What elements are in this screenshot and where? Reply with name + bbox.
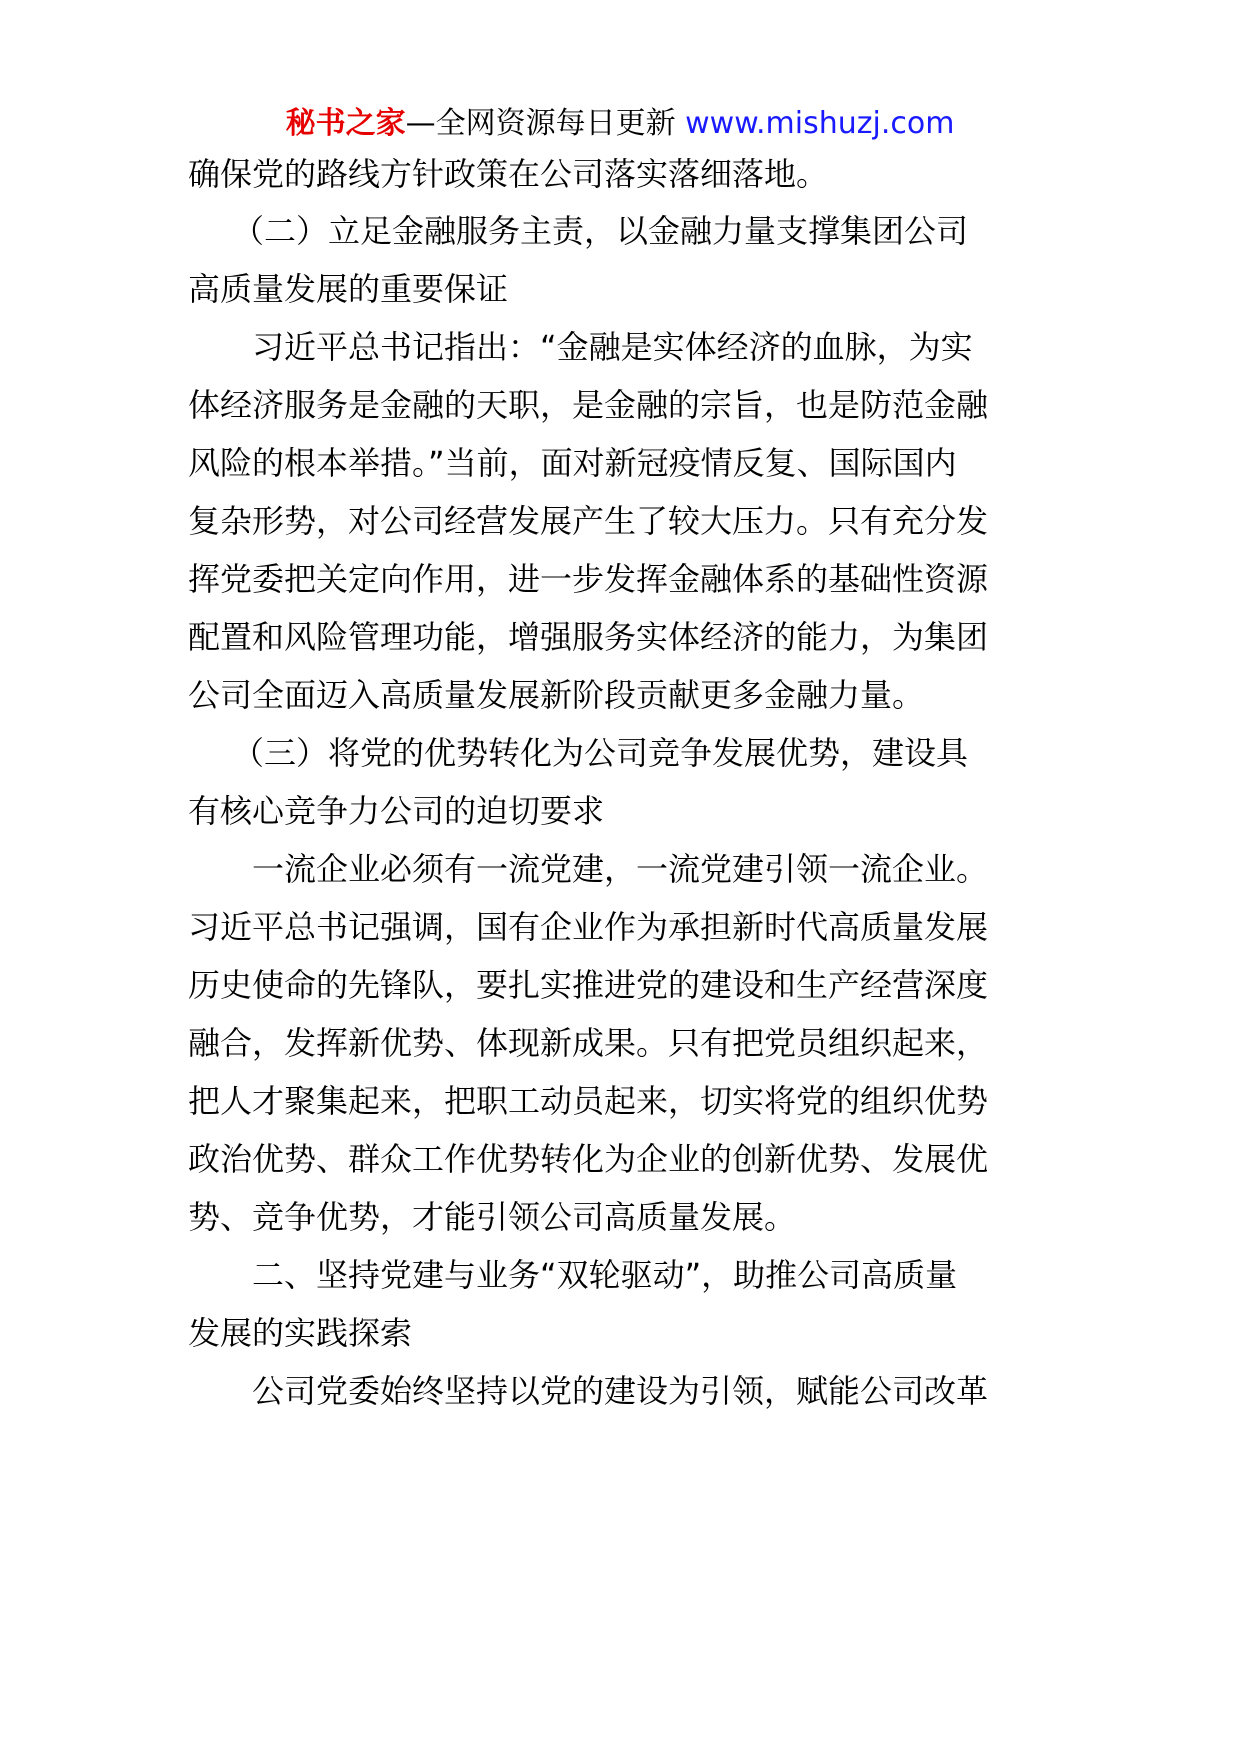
body-line: 挥党委把关定向作用，进一步发挥金融体系的基础性资源 [188,560,989,598]
section-heading-line: （三）将党的优势转化为公司竞争发展优势，建设具 [232,734,969,772]
body-line: 公司党委始终坚持以党的建设为引领，赋能公司改革 [252,1372,989,1410]
body-line: 复杂形势，对公司经营发展产生了较大压力。只有充分发 [188,502,989,540]
section-heading-line: 有核心竞争力公司的迫切要求 [188,792,605,830]
body-line: 把人才聚集起来，把职工动员起来，切实将党的组织优势 [188,1082,989,1120]
body-line: 公司全面迈入高质量发展新阶段贡献更多金融力量。 [188,676,925,714]
section-heading-line: 二、坚持党建与业务“双轮驱动”，助推公司高质量 [252,1256,958,1294]
body-line: 历史使命的先锋队，要扎实推进党的建设和生产经营深度 [188,966,989,1004]
site-url[interactable]: www.mishuzj.com [685,106,955,141]
site-watermark-header [0,100,1240,148]
site-brand: 秘书之家 [285,106,406,141]
body-line: 确保党的路线方针政策在公司落实落细落地。 [188,155,829,193]
body-line: 融合，发挥新优势、体现新成果。只有把党员组织起来， [188,1024,989,1062]
section-heading-line: 发展的实践探索 [188,1314,413,1352]
body-line: 风险的根本举措。”当前，面对新冠疫情反复、国际国内 [188,444,957,482]
body-line: 习近平总书记指出：“金融是实体经济的血脉，为实 [252,328,973,366]
body-line: 配置和风险管理功能，增强服务实体经济的能力，为集团 [188,618,989,656]
section-heading-line: 高质量发展的重要保证 [188,270,509,308]
body-line: 一流企业必须有一流党建，一流党建引领一流企业。 [252,850,989,888]
body-line: 体经济服务是金融的天职，是金融的宗旨，也是防范金融 [188,386,989,424]
body-line: 势、竞争优势，才能引领公司高质量发展。 [188,1198,797,1236]
body-line: 习近平总书记强调，国有企业作为承担新时代高质量发展 [188,908,989,946]
body-line: 政治优势、群众工作优势转化为企业的创新优势、发展优 [188,1140,989,1178]
section-heading-line: （二）立足金融服务主责，以金融力量支撑集团公司 [232,212,969,250]
site-tagline: —全网资源每日更新 [405,106,676,141]
